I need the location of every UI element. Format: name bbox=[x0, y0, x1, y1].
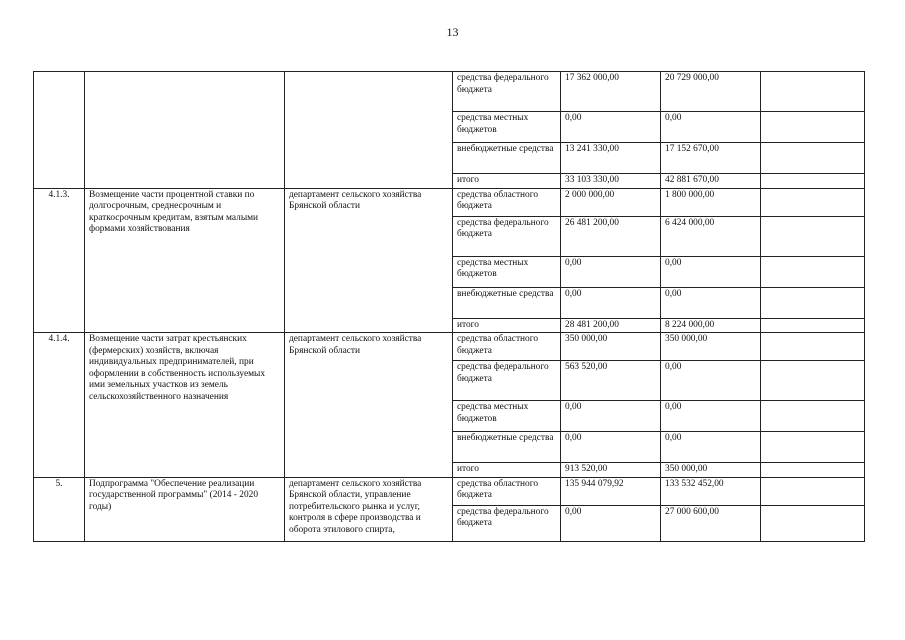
amount-year-3 bbox=[761, 112, 865, 143]
executor: департамент сельского хозяйства Брянской области bbox=[285, 188, 453, 333]
amount-year-1: 28 481 200,00 bbox=[561, 318, 661, 333]
amount-year-1: 0,00 bbox=[561, 256, 661, 287]
amount-year-3 bbox=[761, 188, 865, 216]
amount-year-2: 350 000,00 bbox=[661, 333, 761, 361]
funding-source: средства местных бюджетов bbox=[453, 401, 561, 432]
amount-year-2: 133 532 452,00 bbox=[661, 477, 761, 505]
table-row bbox=[34, 333, 865, 361]
amount-year-2: 42 881 670,00 bbox=[661, 174, 761, 189]
amount-year-3 bbox=[761, 143, 865, 174]
amount-year-2: 8 224 000,00 bbox=[661, 318, 761, 333]
amount-year-2: 0,00 bbox=[661, 256, 761, 287]
amount-year-3 bbox=[761, 463, 865, 478]
amount-year-2: 0,00 bbox=[661, 401, 761, 432]
amount-year-1: 33 103 330,00 bbox=[561, 174, 661, 189]
amount-year-2: 0,00 bbox=[661, 287, 761, 318]
amount-year-3 bbox=[761, 72, 865, 112]
amount-year-3 bbox=[761, 216, 865, 256]
amount-year-2: 350 000,00 bbox=[661, 463, 761, 478]
amount-year-1: 0,00 bbox=[561, 287, 661, 318]
funding-source: итого bbox=[453, 174, 561, 189]
amount-year-1: 26 481 200,00 bbox=[561, 216, 661, 256]
amount-year-1: 0,00 bbox=[561, 112, 661, 143]
table-row bbox=[34, 477, 865, 505]
item-number: 4.1.3. bbox=[34, 188, 85, 333]
funding-source: итого bbox=[453, 463, 561, 478]
funding-source: средства федерального бюджета bbox=[453, 361, 561, 401]
funding-source: внебюджетные средства bbox=[453, 143, 561, 174]
item-number: 4.1.4. bbox=[34, 333, 85, 478]
funding-source: средства федерального бюджета bbox=[453, 216, 561, 256]
item-name: Возмещение части процентной ставки по долгосрочным, среднесрочным и краткосрочным кредитам, взятым малыми формами хозяйствования bbox=[85, 188, 285, 333]
amount-year-2: 1 800 000,00 bbox=[661, 188, 761, 216]
amount-year-3 bbox=[761, 333, 865, 361]
amount-year-3 bbox=[761, 287, 865, 318]
funding-source: итого bbox=[453, 318, 561, 333]
amount-year-2: 27 000 600,00 bbox=[661, 505, 761, 541]
executor: департамент сельского хозяйства Брянской области bbox=[285, 333, 453, 478]
amount-year-3 bbox=[761, 401, 865, 432]
item-number bbox=[34, 72, 85, 189]
funding-source: средства областного бюджета bbox=[453, 477, 561, 505]
amount-year-1: 0,00 bbox=[561, 401, 661, 432]
amount-year-3 bbox=[761, 318, 865, 333]
funding-source: средства областного бюджета bbox=[453, 333, 561, 361]
item-name: Возмещение части затрат крестьянских (фермерских) хозяйств, включая индивидуальных предпринимателей, при оформлении в собственность используемых ими земельных участков из земель сельскохозяйственного назначения bbox=[85, 333, 285, 478]
funding-source: средства местных бюджетов bbox=[453, 256, 561, 287]
funding-source: внебюджетные средства bbox=[453, 432, 561, 463]
item-name bbox=[85, 72, 285, 189]
funding-source: средства федерального бюджета bbox=[453, 505, 561, 541]
amount-year-1: 2 000 000,00 bbox=[561, 188, 661, 216]
amount-year-1: 913 520,00 bbox=[561, 463, 661, 478]
table-row bbox=[34, 72, 865, 112]
amount-year-3 bbox=[761, 256, 865, 287]
amount-year-3 bbox=[761, 361, 865, 401]
amount-year-1: 0,00 bbox=[561, 505, 661, 541]
amount-year-1: 563 520,00 bbox=[561, 361, 661, 401]
amount-year-3 bbox=[761, 505, 865, 541]
funding-source: внебюджетные средства bbox=[453, 287, 561, 318]
executor: департамент сельского хозяйства Брянской области, управление потребительского рынка и услуг, контроля в сфере производства и оборота этилового спирта, bbox=[285, 477, 453, 541]
amount-year-1: 0,00 bbox=[561, 432, 661, 463]
amount-year-1: 17 362 000,00 bbox=[561, 72, 661, 112]
amount-year-2: 17 152 670,00 bbox=[661, 143, 761, 174]
amount-year-2: 20 729 000,00 bbox=[661, 72, 761, 112]
amount-year-3 bbox=[761, 432, 865, 463]
amount-year-2: 0,00 bbox=[661, 432, 761, 463]
funding-source: средства местных бюджетов bbox=[453, 112, 561, 143]
amount-year-1: 350 000,00 bbox=[561, 333, 661, 361]
page-number: 13 bbox=[446, 25, 459, 39]
amount-year-3 bbox=[761, 174, 865, 189]
amount-year-1: 135 944 079,92 bbox=[561, 477, 661, 505]
executor bbox=[285, 72, 453, 189]
funding-source: средства областного бюджета bbox=[453, 188, 561, 216]
amount-year-1: 13 241 330,00 bbox=[561, 143, 661, 174]
amount-year-2: 6 424 000,00 bbox=[661, 216, 761, 256]
funding-source: средства федерального бюджета bbox=[453, 72, 561, 112]
budget-table bbox=[33, 71, 865, 542]
item-name: Подпрограмма "Обеспечение реализации государственной программы" (2014 - 2020 годы) bbox=[85, 477, 285, 541]
amount-year-2: 0,00 bbox=[661, 361, 761, 401]
table-row bbox=[34, 188, 865, 216]
amount-year-3 bbox=[761, 477, 865, 505]
item-number: 5. bbox=[34, 477, 85, 541]
amount-year-2: 0,00 bbox=[661, 112, 761, 143]
